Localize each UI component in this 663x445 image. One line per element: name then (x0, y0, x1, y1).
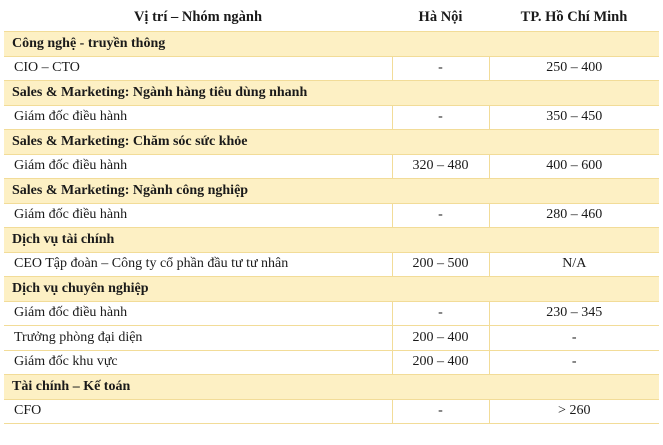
section-title: Sales & Marketing: Ngành công nghiệp (4, 179, 659, 204)
hanoi-cell: 200 – 400 (392, 350, 489, 375)
position-cell: Giám đốc điều hành (4, 154, 392, 179)
hanoi-cell: - (392, 399, 489, 424)
hcm-cell: - (489, 326, 659, 351)
hanoi-cell: 200 – 400 (392, 326, 489, 351)
hcm-cell: 400 – 600 (489, 154, 659, 179)
section-row (4, 32, 659, 57)
section-title: Dịch vụ tài chính (4, 228, 659, 253)
hcm-cell: N/A (489, 252, 659, 277)
section-title: Sales & Marketing: Chăm sóc sức khỏe (4, 130, 659, 155)
position-cell: Giám đốc điều hành (4, 301, 392, 326)
table-row (4, 203, 659, 228)
table-row (4, 56, 659, 81)
table-row (4, 301, 659, 326)
section-title: Công nghệ - truyền thông (4, 32, 659, 57)
table-row (4, 105, 659, 130)
position-cell: Trưởng phòng đại diện (4, 326, 392, 351)
table-row (4, 350, 659, 375)
salary-table (4, 4, 659, 424)
hcm-cell: 350 – 450 (489, 105, 659, 130)
hcm-cell: > 260 (489, 399, 659, 424)
position-cell: CFO (4, 399, 392, 424)
table-row (4, 326, 659, 351)
section-row (4, 179, 659, 204)
header-hcm: TP. Hồ Chí Minh (489, 4, 659, 32)
section-title: Dịch vụ chuyên nghiệp (4, 277, 659, 302)
hanoi-cell: - (392, 301, 489, 326)
section-row (4, 277, 659, 302)
position-cell: CIO – CTO (4, 56, 392, 81)
position-cell: Giám đốc điều hành (4, 203, 392, 228)
position-cell: Giám đốc điều hành (4, 105, 392, 130)
table-row (4, 154, 659, 179)
section-title: Tài chính – Kế toán (4, 375, 659, 400)
hanoi-cell: - (392, 56, 489, 81)
table-row (4, 399, 659, 424)
section-row (4, 375, 659, 400)
section-row (4, 81, 659, 106)
hanoi-cell: - (392, 105, 489, 130)
position-cell: Giám đốc khu vực (4, 350, 392, 375)
hcm-cell: 230 – 345 (489, 301, 659, 326)
hcm-cell: 280 – 460 (489, 203, 659, 228)
hcm-cell: 250 – 400 (489, 56, 659, 81)
section-row (4, 130, 659, 155)
hanoi-cell: 200 – 500 (392, 252, 489, 277)
header-row (4, 4, 659, 32)
hanoi-cell: - (392, 203, 489, 228)
section-title: Sales & Marketing: Ngành hàng tiêu dùng nhanh (4, 81, 659, 106)
hcm-cell: - (489, 350, 659, 375)
table-row (4, 252, 659, 277)
header-hanoi: Hà Nội (392, 4, 489, 32)
hanoi-cell: 320 – 480 (392, 154, 489, 179)
position-cell: CEO Tập đoàn – Công ty cổ phần đầu tư tư nhân (4, 252, 392, 277)
header-position: Vị trí – Nhóm ngành (4, 4, 392, 32)
section-row (4, 228, 659, 253)
